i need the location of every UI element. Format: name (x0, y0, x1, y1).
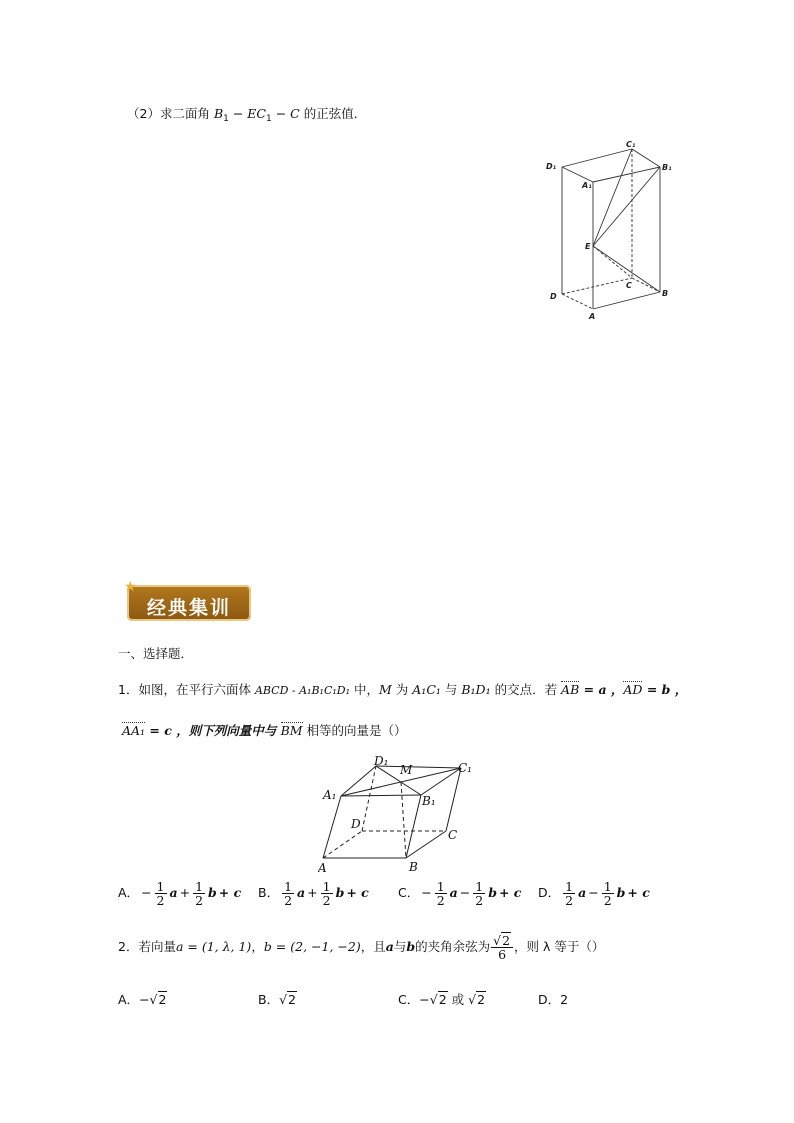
part2-question (127, 108, 366, 124)
term-b: b (335, 885, 345, 901)
term-c: + c (346, 885, 369, 901)
label-e: E (585, 242, 591, 251)
q2-vector-b: b = (2, −1, −2) (263, 939, 361, 955)
fraction (473, 880, 485, 907)
q1-text-d: 与 (440, 682, 462, 697)
q2-fraction (491, 934, 513, 961)
radicand: 2 (477, 992, 486, 1007)
option-sign: + (179, 885, 191, 901)
fraction (282, 880, 294, 907)
part2-dash1: − (228, 106, 248, 121)
label-c: C (448, 828, 458, 842)
q1-vec-bm: BM (280, 723, 303, 738)
label-b1: B₁ (422, 794, 436, 808)
term-a: a (449, 885, 458, 901)
edge-cc1 (446, 768, 461, 831)
q1-line2 (122, 725, 407, 738)
hidden-edge-ad (323, 831, 362, 858)
option-letter: A． (118, 992, 140, 1007)
option-letter: B． (258, 885, 280, 901)
option-letter: D． (538, 885, 561, 901)
option-letter: A． (118, 885, 140, 901)
option-letter: B． (258, 992, 280, 1007)
radicand: 2 (438, 992, 447, 1007)
label-c1: C₁ (458, 761, 472, 775)
term-a: a (578, 885, 587, 901)
q1-m: M (379, 682, 392, 697)
frac-den: 2 (603, 893, 612, 909)
q1-text-b: 中， (350, 682, 380, 697)
frac-den: 2 (436, 893, 445, 909)
radicand: 2 (158, 992, 167, 1007)
option-letter: C． (398, 992, 420, 1007)
hidden-line-ec (593, 246, 632, 278)
hidden-edge-dc (562, 278, 632, 294)
label-m: M (400, 763, 413, 777)
option-letter: D． (538, 992, 561, 1007)
q2-vector-a: a = (1, λ, 1) (175, 939, 252, 955)
hidden-line-bm (401, 782, 406, 858)
q2-option-c[interactable]: C．−√2 或 √2 (398, 992, 486, 1007)
frac-den: 2 (475, 893, 484, 909)
q1-line1 (118, 684, 687, 697)
top-edge-d1c1 (562, 149, 632, 167)
q1-vec-ab: AB (561, 682, 580, 697)
q1-eq-b: = b ， (642, 682, 688, 697)
banner-title: 经典集训 (146, 597, 231, 619)
edge-a1b1 (341, 795, 421, 796)
frac-den: 2 (322, 893, 331, 909)
fraction (435, 880, 447, 907)
label-b1: B₁ (662, 163, 672, 172)
label-d: D (351, 817, 361, 831)
q1-vec-aa1: AA₁ (122, 723, 146, 738)
option-value: 2 (560, 992, 569, 1007)
hidden-edge-da (562, 294, 593, 309)
part2-e: EC (247, 106, 266, 121)
term-c: + c (218, 885, 242, 901)
frac-den: 6 (498, 947, 507, 963)
fraction (321, 880, 333, 907)
q1-text-c: 为 (391, 682, 413, 697)
label-c1: C₁ (626, 140, 636, 149)
part2-dash2: − (271, 106, 291, 121)
section-banner (124, 579, 251, 621)
q1-lead: 1．如图，在平行六面体 (118, 682, 255, 697)
q2-cos: 的夹角余弦为 (415, 939, 491, 955)
edge-c1b1 (421, 768, 461, 795)
radicand: 2 (502, 933, 511, 948)
q1-eq-a: = a ， (579, 682, 624, 697)
q2-option-d[interactable] (538, 994, 678, 1007)
label-a1: A₁ (323, 788, 337, 802)
label-b: B (409, 860, 418, 874)
term-a: a (297, 885, 306, 901)
option-sign: − (459, 885, 471, 901)
option-sign: − (141, 885, 152, 901)
term-a: a (169, 885, 178, 901)
line-eb1 (593, 167, 660, 246)
edge-bc (406, 831, 446, 858)
q2-and: 与 (393, 939, 407, 955)
label-d1: D₁ (374, 754, 389, 768)
fraction (602, 880, 614, 907)
fraction (155, 880, 167, 907)
q2-sep: ， (251, 939, 264, 955)
frac-num: 1 (603, 879, 612, 894)
q1-eq-c: = c ，则下列向量中与 (145, 723, 281, 738)
frac-num: 1 (436, 879, 445, 894)
option-sign: − (421, 885, 432, 901)
label-c: C (626, 281, 632, 290)
q2-b: b (406, 939, 416, 955)
term-b: b (616, 885, 626, 901)
section-heading: 一、选择题． (118, 646, 194, 661)
edge-bb1 (406, 795, 421, 858)
part2-suffix: 的正弦值． (303, 106, 367, 121)
q1-options (118, 880, 678, 907)
term-c: + c (498, 885, 522, 901)
option-sign: − (419, 992, 430, 1007)
part2-prefix: （2）求二面角 (127, 106, 210, 121)
fraction (193, 880, 205, 907)
label-d: D (550, 292, 557, 301)
q1-option-d[interactable] (538, 880, 678, 907)
q2-options (118, 994, 678, 1007)
q1-option-a[interactable] (118, 880, 258, 907)
q2-tail: ，则 λ 等于（） (514, 939, 605, 955)
q2-option-a[interactable]: A．−√2 (118, 992, 167, 1007)
option-sign: + (307, 885, 318, 901)
frac-den: 2 (195, 893, 204, 909)
parallelepiped-figure (318, 752, 478, 874)
prism-figure (540, 138, 680, 323)
frac-num: √2 (491, 934, 513, 948)
line-ec1 (593, 149, 632, 246)
term-c: + c (627, 885, 650, 901)
label-a1: A₁ (582, 181, 592, 190)
edge-d1c1 (376, 766, 461, 768)
fraction (563, 880, 575, 907)
frac-den: 2 (156, 893, 165, 909)
top-edge-c1b1 (632, 149, 660, 167)
frac-num: 1 (475, 879, 484, 894)
q1-text-e: 的交点．若 (490, 682, 562, 697)
q1-solid: ABCD - A₁B₁C₁D₁ (254, 684, 351, 697)
edge-aa1 (323, 796, 341, 858)
frac-den: 2 (565, 893, 574, 909)
hidden-edge-cb (632, 278, 660, 292)
q1-diag1: A₁C₁ (412, 682, 441, 697)
q1-option-b[interactable] (258, 880, 398, 907)
term-b: b (488, 885, 497, 901)
term-b: b (208, 885, 217, 901)
part2-c: C (290, 106, 300, 121)
label-a: A (318, 861, 327, 874)
frac-num: 1 (565, 879, 574, 894)
option-sign: − (588, 885, 599, 901)
frac-den: 2 (284, 893, 293, 909)
q1-ask: 相等的向量是（） (302, 723, 407, 738)
frac-num: 1 (322, 879, 331, 894)
q2-sep2: ，且 (360, 939, 386, 955)
label-b: B (662, 289, 669, 298)
q2-question (118, 934, 604, 961)
option-or: 或 (447, 992, 469, 1007)
q1-vec-ad: AD (623, 682, 643, 697)
part2-b: B (213, 106, 224, 121)
frac-num: 1 (156, 879, 165, 894)
top-edge-a1b1 (593, 167, 660, 182)
part2-sub1: 1 (223, 114, 229, 124)
diag-b1d1 (376, 766, 421, 795)
top-edge-d1a1 (562, 167, 593, 182)
label-a: A (589, 312, 596, 321)
frac-num: 1 (284, 879, 293, 894)
radicand: 2 (288, 992, 296, 1007)
option-sign: − (139, 992, 150, 1007)
edge-ab (593, 292, 660, 309)
q1-diag2: B₁D₁ (461, 682, 491, 697)
option-letter: C． (398, 885, 420, 901)
star-icon: ★ (124, 579, 137, 595)
q2-option-b[interactable]: B．√2 (258, 992, 296, 1007)
frac-num: 1 (195, 879, 204, 894)
label-d1: D₁ (546, 162, 557, 171)
q1-option-c[interactable] (398, 880, 538, 907)
q2-a: a (385, 939, 394, 955)
part2-sub2: 1 (266, 114, 272, 124)
q2-lead: 2．若向量 (118, 939, 176, 955)
